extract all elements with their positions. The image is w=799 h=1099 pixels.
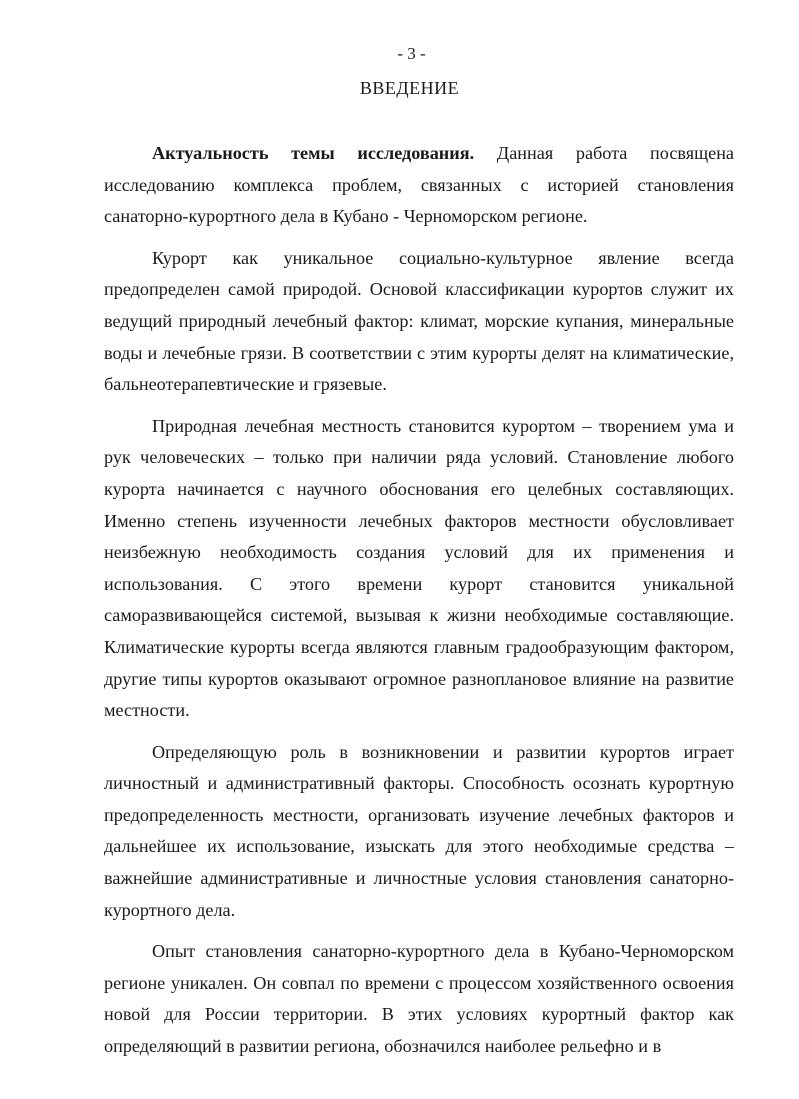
paragraph-relevance bbox=[104, 138, 734, 233]
paragraph-lead-bold: Актуальность темы исследования. bbox=[152, 143, 475, 163]
paragraph-regional-experience bbox=[104, 936, 734, 1062]
paragraph-text: Курорт как уникальное социально-культурное явление всегда предопределен самой природой. Основой классификации курортов служит их ведущий природный лечебный фактор: климат, морские купания, минеральные воды и лечебные грязи. В соответствии с этим курорты делят на климатические, бальнеотерапевтические и грязевые. bbox=[104, 247, 734, 395]
paragraph-text: Опыт становления санаторно-курортного дела в Кубано-Черноморском регионе уникален. Он совпал по времени с процессом хозяйственного освоения новой для России территории. В этих условиях курортный фактор как определяющий в развитии региона, обозначился наиболее рельефно и в bbox=[104, 941, 734, 1057]
page-number: - 3 - bbox=[397, 44, 426, 63]
paragraph-resort-phenomenon bbox=[104, 243, 734, 401]
paragraph-text: Определяющую роль в возникновении и развитии курортов играет личностный и административный факторы. Способность осознать курортную предопределенность местности, организовать изучение лечебных факторов и дальнейшее их использование, изыскать для этого необходимые средства – важнейшие административные и личностные условия становления санаторно-курортного дела. bbox=[104, 741, 734, 920]
paragraph-text: Природная лечебная местность становится курортом – творением ума и рук человеческих – только при наличии ряда условий. Становление любого курорта начинается с научного обоснования его целебных составляющих. Именно степень изученности лечебных факторов местности обусловливает неизбежную необходимость создания условий для их применения и использования. С этого времени курорт становится уникальной саморазвивающейся системой, вызывая к жизни необходимые составляющие. Климатические курорты всегда являются главным градообразующим фактором, другие типы курортов оказывают огромное разноплановое влияние на развитие местности. bbox=[104, 415, 734, 721]
paragraph-defining-role bbox=[104, 737, 734, 927]
body-text bbox=[104, 138, 734, 1063]
section-heading: ВВЕДЕНИЕ bbox=[359, 78, 460, 98]
paragraph-text: Данная работа посвящена исследованию комплекса проблем, связанных с историей становления санаторно-курортного дела в Кубано - Черноморском регионе. bbox=[104, 143, 734, 227]
paragraph-natural-locality bbox=[104, 411, 734, 727]
